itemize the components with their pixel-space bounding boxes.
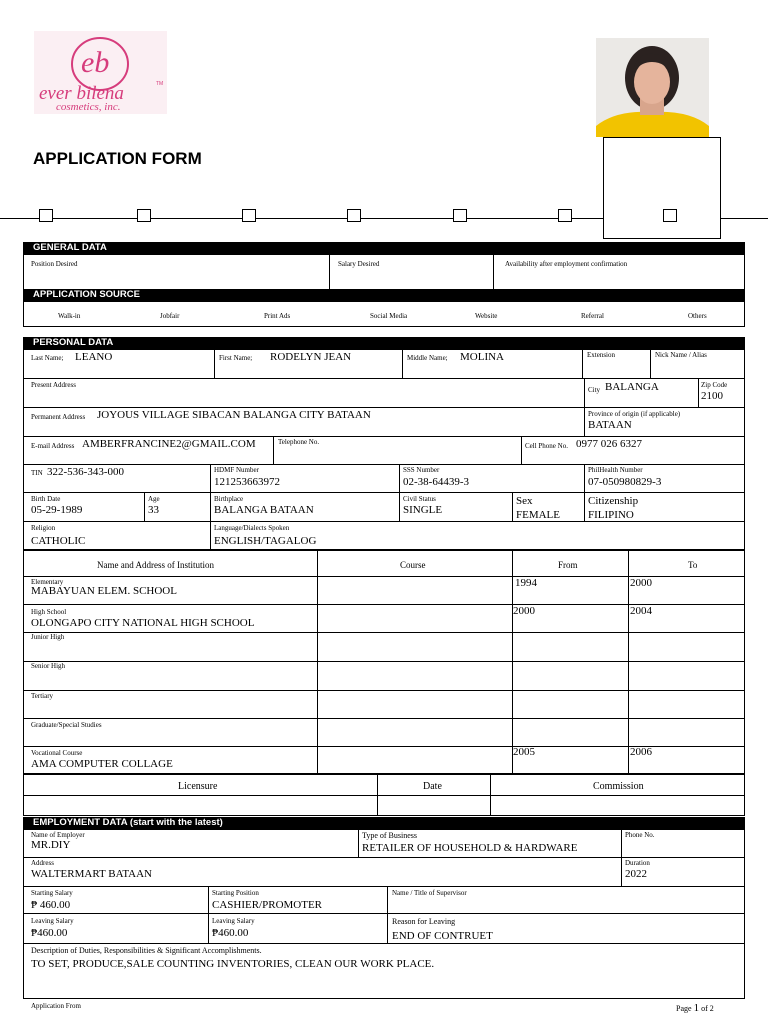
first-name-value[interactable]: RODELYN JEAN [270, 351, 352, 363]
duties-value[interactable]: TO SET, PRODUCE,SALE COUNTING INVENTORIES, CLEAN OUR WORK PLACE. [31, 958, 435, 970]
employer-value[interactable]: MR.DIY [31, 839, 71, 851]
salary-desired-label: Salary Desired [338, 260, 380, 268]
level-senior-high: Senior High [31, 662, 66, 670]
language-label: Language/Dialects Spoken [214, 524, 290, 532]
sex-value[interactable]: FEMALE [516, 509, 560, 521]
to-high-school[interactable]: 2004 [630, 605, 652, 617]
to-header: To [688, 560, 698, 570]
employment-data-header: EMPLOYMENT DATA (start with the latest) [23, 817, 745, 829]
religion-value[interactable]: CATHOLIC [31, 535, 86, 547]
of-word: of [701, 1004, 708, 1013]
telephone-label: Telephone No. [278, 438, 320, 446]
logo-brand: ever bilena [39, 83, 124, 104]
birth-date-value[interactable]: 05-29-1989 [31, 504, 83, 516]
birthplace-value[interactable]: BALANGA BATAAN [214, 504, 314, 516]
photo-box [603, 137, 721, 239]
employer-label: Name of Employer [31, 831, 85, 839]
checkbox-3[interactable] [242, 209, 256, 222]
from-elementary[interactable]: 1994 [515, 577, 537, 589]
phone-label: Phone No. [625, 831, 655, 839]
permanent-address-label: Permanent Address [31, 413, 86, 421]
personal-data-header: PERSONAL DATA [23, 337, 745, 349]
from-vocational[interactable]: 2005 [513, 746, 535, 758]
source-jobfair[interactable]: Jobfair [160, 312, 180, 320]
email-label: E-mail Address [31, 442, 75, 450]
philhealth-value[interactable]: 07-050980829-3 [588, 476, 662, 488]
duration-value[interactable]: 2022 [625, 868, 647, 880]
page-number [676, 1002, 714, 1014]
school-elementary[interactable]: MABAYUAN ELEM. SCHOOL [31, 585, 177, 597]
age-label: Age [148, 495, 160, 503]
level-high-school: High School [31, 608, 67, 616]
zip-label: Zip Code [701, 381, 728, 389]
level-elementary: Elementary [31, 578, 64, 586]
middle-name-value[interactable]: MOLINA [460, 351, 504, 363]
logo-tm: TM [156, 81, 164, 87]
duration-label: Duration [625, 859, 650, 867]
city-label: City [588, 386, 601, 394]
hdmf-value[interactable]: 121253663972 [214, 476, 280, 488]
last-name-value[interactable]: LEANO [75, 351, 113, 363]
checkbox-7[interactable] [663, 209, 677, 222]
starting-salary-label: Starting Salary [31, 889, 73, 897]
to-vocational[interactable]: 2006 [630, 746, 652, 758]
checkbox-line [0, 218, 603, 219]
citizenship-label: Citizenship [588, 495, 639, 507]
licensure-header: Licensure [178, 781, 218, 792]
source-website[interactable]: Website [475, 312, 498, 320]
person-photo-icon [596, 38, 709, 137]
leaving-salary-label: Leaving Salary [31, 917, 74, 925]
religion-label: Religion [31, 524, 56, 532]
reason-leaving-label: Reason for Leaving [392, 917, 456, 926]
province-value[interactable]: BATAAN [588, 419, 632, 431]
page-current: 1 [693, 1002, 700, 1014]
starting-position-value[interactable]: CASHIER/PROMOTER [212, 899, 323, 911]
nick-name-label: Nick Name / Alias [655, 351, 707, 359]
logo-sub: cosmetics, inc. [56, 101, 121, 113]
hdmf-label: HDMF Number [214, 466, 259, 474]
footer-left: Application From [31, 1002, 81, 1010]
source-others[interactable]: Others [688, 312, 707, 320]
address-label: Address [31, 859, 54, 867]
checkbox-line-right [721, 218, 768, 219]
company-logo [34, 31, 167, 114]
form-title: APPLICATION FORM [33, 149, 202, 168]
zip-value[interactable]: 2100 [701, 390, 723, 402]
tin-value[interactable]: 322-536-343-000 [47, 466, 124, 478]
source-walk-in[interactable]: Walk-in [58, 312, 81, 320]
logo-monogram: eb [81, 46, 110, 79]
page-total: 2 [709, 1004, 714, 1013]
sss-value[interactable]: 02-38-64439-3 [403, 476, 469, 488]
middle-name-label: Middle Name; [407, 354, 448, 362]
level-vocational: Vocational Course [31, 749, 83, 757]
civil-status-value[interactable]: SINGLE [403, 504, 443, 516]
language-value[interactable]: ENGLISH/TAGALOG [214, 535, 317, 547]
course-header: Course [400, 560, 426, 570]
business-type-value[interactable]: RETAILER OF HOUSEHOLD & HARDWARE [362, 842, 578, 854]
age-value[interactable]: 33 [148, 504, 159, 516]
tin-label: TIN [31, 469, 43, 477]
checkbox-2[interactable] [137, 209, 151, 222]
institution-header: Name and Address of Institution [97, 560, 214, 570]
checkbox-4[interactable] [347, 209, 361, 222]
school-high-school[interactable]: OLONGAPO CITY NATIONAL HIGH SCHOOL [31, 617, 255, 629]
checkbox-6[interactable] [558, 209, 572, 222]
cell-phone-label: Cell Phone No. [525, 442, 568, 450]
birth-date-label: Birth Date [31, 495, 61, 503]
cell-phone-value[interactable]: 0977 026 6327 [576, 438, 642, 450]
present-address-label: Present Address [31, 381, 76, 389]
employment-table [23, 829, 745, 999]
reason-leaving-value[interactable]: END OF CONTRUET [392, 930, 493, 942]
commission-header: Commission [593, 781, 644, 792]
city-value[interactable]: BALANGA [605, 381, 659, 393]
leaving-salary-label-2: Leaving Salary [212, 917, 255, 925]
to-elementary[interactable]: 2000 [630, 577, 652, 589]
supervisor-label: Name / Title of Supervisor [392, 889, 467, 897]
duties-label: Description of Duties, Responsibilities & Significant Accomplishments. [31, 946, 262, 955]
sex-label: Sex [516, 495, 533, 507]
philhealth-label: PhilHealth Number [588, 466, 643, 474]
applicant-photo [596, 38, 709, 137]
permanent-address-value[interactable]: JOYOUS VILLAGE SIBACAN BALANGA CITY BATAAN [97, 409, 371, 421]
leaving-salary-value[interactable]: ₱460.00 [31, 927, 68, 939]
civil-status-label: Civil Status [403, 495, 436, 503]
last-name-label: Last Name; [31, 354, 64, 362]
citizenship-value[interactable]: FILIPINO [588, 509, 634, 521]
sss-label: SSS Number [403, 466, 440, 474]
date-header: Date [423, 781, 442, 792]
email-value[interactable]: AMBERFRANCINE2@GMAIL.COM [82, 438, 256, 450]
application-source-header: APPLICATION SOURCE [23, 289, 745, 301]
checkbox-5[interactable] [453, 209, 467, 222]
starting-salary-value[interactable]: ₱ 460.00 [31, 899, 71, 911]
level-graduate: Graduate/Special Studies [31, 721, 102, 729]
province-label: Province of origin (if applicable) [588, 410, 681, 418]
from-header: From [558, 560, 578, 570]
business-type-label: Type of Business [362, 831, 417, 840]
source-social-media[interactable]: Social Media [370, 312, 408, 320]
checkbox-1[interactable] [39, 209, 53, 222]
extension-label: Extension [587, 351, 615, 359]
availability-label: Availability after employment confirmation [505, 260, 628, 268]
school-vocational[interactable]: AMA COMPUTER COLLAGE [31, 758, 173, 770]
general-data-row [23, 254, 745, 290]
page-word: Page [676, 1004, 692, 1013]
from-high-school[interactable]: 2000 [513, 605, 535, 617]
general-data-header: GENERAL DATA [23, 242, 745, 254]
leaving-salary-value-2[interactable]: ₱460.00 [212, 927, 249, 939]
position-desired-label: Position Desired [31, 260, 78, 268]
level-junior-high: Junior High [31, 633, 65, 641]
starting-position-label: Starting Position [212, 889, 259, 897]
birthplace-label: Birthplace [214, 495, 244, 503]
source-referral[interactable]: Referral [581, 312, 604, 320]
level-tertiary: Tertiary [31, 692, 54, 700]
address-value[interactable]: WALTERMART BATAAN [31, 868, 152, 880]
first-name-label: First Name; [219, 354, 253, 362]
source-print-ads[interactable]: Print Ads [264, 312, 291, 320]
